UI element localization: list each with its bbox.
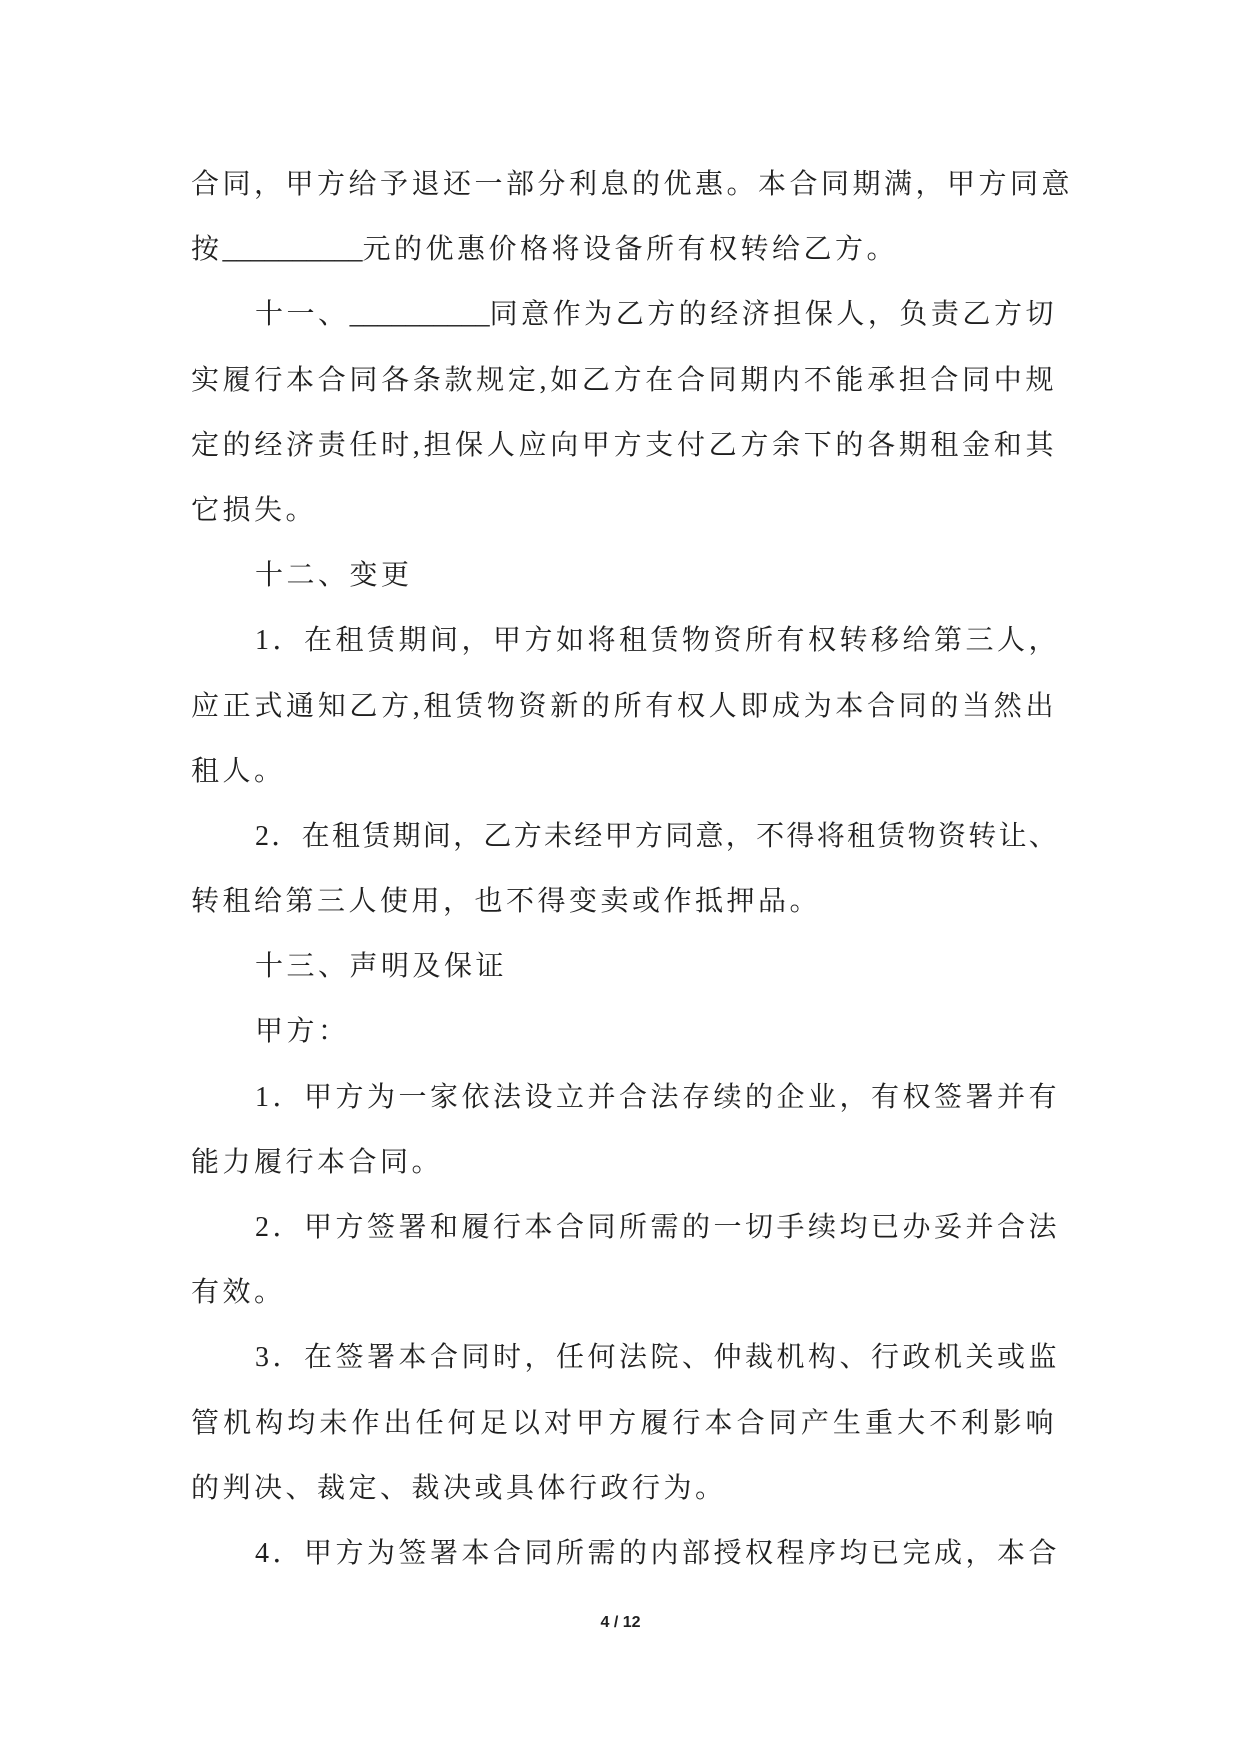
text-line: 1．在租赁期间，甲方如将租赁物资所有权转移给第三人， <box>255 625 1061 657</box>
text-line: 应正式通知乙方,租赁物资新的所有权人即成为本合同的当然出 <box>191 690 1057 722</box>
text-line: 按__________元的优惠价格将设备所有权转给乙方。 <box>191 234 899 266</box>
page-number: 4 / 12 <box>600 1614 641 1631</box>
paragraph-13-item-4 <box>191 1521 1061 1586</box>
text-line: 的判决、裁定、裁决或具体行政行为。 <box>191 1472 727 1504</box>
party-a-label <box>191 999 1057 1064</box>
text-line: 2．在租赁期间，乙方未经甲方同意，不得将租赁物资转让、 <box>255 820 1060 852</box>
text-line: 3．在签署本合同时，任何法院、仲裁机构、行政机关或监 <box>255 1342 1061 1374</box>
text-line: 4．甲方为签署本合同所需的内部授权程序均已完成，本合 <box>255 1537 1061 1569</box>
text-line: 合同，甲方给予退还一部分利息的优惠。本合同期满，甲方同意 <box>191 169 1074 200</box>
text-line: 十三、声明及保证 <box>255 951 508 983</box>
paragraph-13-item-2 <box>191 1195 1061 1325</box>
text-line: 转租给第三人使用，也不得变卖或作抵押品。 <box>191 886 822 918</box>
paragraph-13-item-1 <box>191 1065 1061 1195</box>
paragraph-12-item-2 <box>191 804 1060 934</box>
text-line: 十一、__________同意作为乙方的经济担保人，负责乙方切 <box>255 299 1057 331</box>
section-heading-13-representations <box>191 934 1057 999</box>
paragraph-clause-11-guarantor <box>191 282 1057 543</box>
text-line: 定的经济责任时,担保人应向甲方支付乙方余下的各期租金和其 <box>191 429 1057 461</box>
document-body <box>191 152 1074 1586</box>
text-line: 它损失。 <box>191 494 318 526</box>
text-line: 有效。 <box>191 1277 286 1309</box>
text-line: 能力履行本合同。 <box>191 1146 444 1178</box>
text-line: 2．甲方签署和履行本合同所需的一切手续均已办妥并合法 <box>255 1212 1061 1243</box>
fill-in-blank: __________ <box>349 299 490 331</box>
paragraph-contract-term-end <box>191 152 1074 282</box>
text-line: 租人。 <box>191 755 286 787</box>
text-line: 1．甲方为一家依法设立并合法存续的企业，有权签署并有 <box>255 1081 1061 1113</box>
text-line: 实履行本合同各条款规定,如乙方在合同期内不能承担合同中规 <box>191 364 1057 396</box>
paragraph-12-item-1 <box>191 608 1061 804</box>
text-line: 甲方： <box>255 1016 350 1048</box>
paragraph-13-item-3 <box>191 1325 1061 1521</box>
text-line: 十二、变更 <box>255 560 413 592</box>
fill-in-blank: __________ <box>222 234 363 266</box>
section-heading-12-changes <box>191 543 1057 608</box>
text-line: 管机构均未作出任何足以对甲方履行本合同产生重大不利影响 <box>191 1407 1057 1439</box>
